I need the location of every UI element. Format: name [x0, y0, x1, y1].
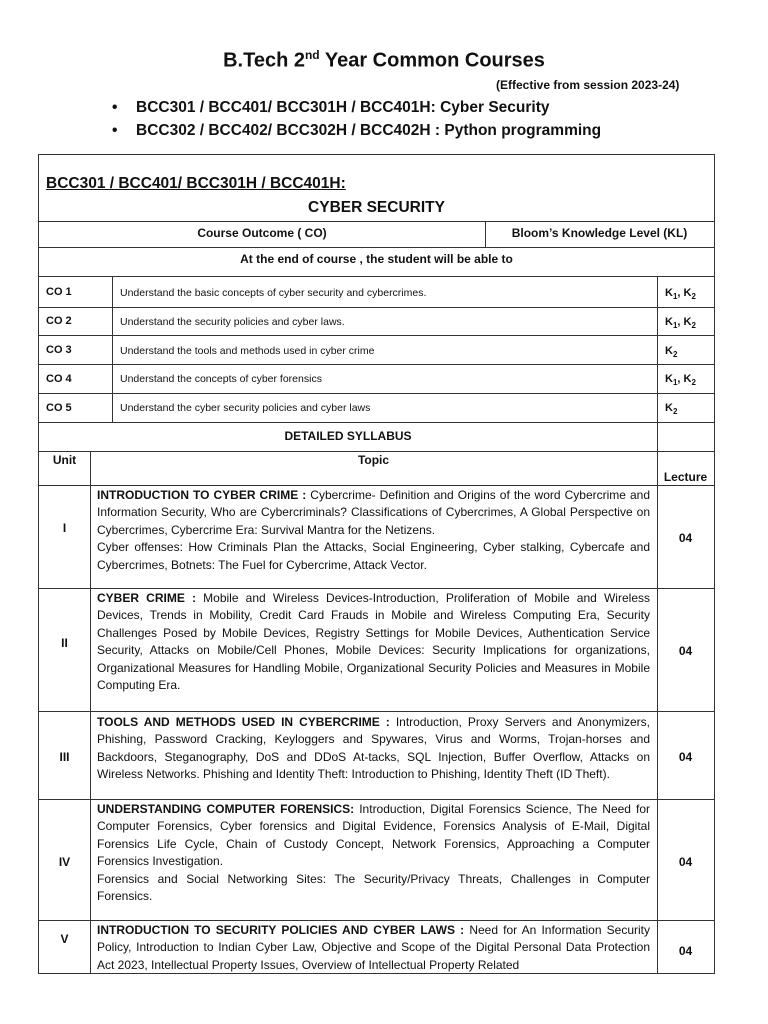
unit-text-continued: Cyber offenses: How Criminals Plan the Attacks, Social Engineering, Cyber stalking, Cybercafe and Cybercrimes, Botnets: The Fuel for Cybercrime, Attack Vector.	[97, 540, 650, 572]
effective-session-note: (Effective from session 2023-24)	[496, 78, 680, 92]
co-kl: $K_1$, $K_2$	[665, 316, 696, 331]
unit-heading: UNDERSTANDING COMPUTER FORENSICS:	[97, 802, 355, 816]
lecture-count: 04	[678, 944, 693, 958]
unit-topic	[97, 922, 650, 974]
course-name-heading: CYBER SECURITY	[308, 199, 445, 216]
unit-number: I	[62, 521, 67, 535]
course-list	[112, 96, 601, 142]
topic-column-header: Topic	[357, 453, 390, 467]
unit-heading: INTRODUCTION TO CYBER CRIME :	[97, 488, 307, 502]
title-text-rest: Year Common Courses	[319, 49, 545, 72]
co-column-header: Course Outcome ( CO)	[197, 226, 327, 240]
co-id: CO 1	[46, 286, 72, 298]
co-description: Understand the cyber security policies and cyber laws	[120, 402, 371, 414]
co-description: Understand the basic concepts of cyber security and cybercrimes.	[120, 287, 427, 299]
co-kl: $K_2$	[665, 402, 678, 417]
unit-text: Need for An Information Security Policy, Introduction to Indian Cyber Law, Objective and Scope of the Digital Personal Data Protection Act 2023, Intellectual Property Issues, Overview of Intellectual Property Related	[97, 923, 650, 972]
lecture-column-header: Lecture	[663, 470, 708, 484]
unit-heading: CYBER CRIME :	[97, 591, 196, 605]
unit-text: Cybercrime- Definition and Origins of the word Cybercrime and Information Security, Who are Cybercriminals? Classifications of Cybercrimes, A Global Perspective on Cybercrimes, Cybercrime Era: Survival Mantra for the Netizens.	[97, 488, 650, 537]
kl-column-header: Bloom’s Knowledge Level (KL)	[511, 226, 688, 240]
co-id: CO 2	[46, 315, 72, 327]
co-id: CO 4	[46, 373, 72, 385]
course-list-item: • BCC302 / BCC402/ BCC302H / BCC402H : Python programming	[112, 119, 601, 142]
unit-topic	[97, 801, 650, 905]
co-id: CO 3	[46, 344, 72, 356]
syllabus-title: DETAILED SYLLABUS	[284, 429, 412, 443]
unit-text-continued: Forensics and Social Networking Sites: The Security/Privacy Threats, Challenges in Computer Forensics.	[97, 871, 650, 904]
co-kl: $K_1$, $K_2$	[665, 373, 696, 388]
unit-topic	[97, 714, 650, 784]
page-title	[0, 48, 768, 73]
unit-number: IV	[58, 855, 71, 869]
unit-heading: TOOLS AND METHODS USED IN CYBERCRIME :	[97, 715, 390, 729]
unit-text: Mobile and Wireless Devices-Introduction, Proliferation of Mobile and Wireless Devices, Trends in Mobility, Credit Card Frauds in Mobile and Wireless Computing Era, Security Challenges Posed by Mobile Devices, Registry Settings for Mobile Devices, Authentication Service Security, Attacks on Mobile/Cell Phones, Mobile Devices: Security Implications for organizations, Organizational Measures for Handling Mobile, Organizational Security Policies and Measures in Mobile Computing Era.	[97, 591, 650, 693]
unit-heading: INTRODUCTION TO SECURITY POLICIES AND CYBER LAWS :	[97, 923, 465, 937]
unit-text: Introduction, Proxy Servers and Anonymizers, Phishing, Password Cracking, Keyloggers and Spywares, Virus and Worms, Trojan-horses and Backdoors, Steganography, DoS and DDoS At-tacks, SQL Injection, Buffer Overflow, Attacks on Wireless Networks. Phishing and Identity Theft: Introduction to Phishing, Identity Theft (ID Theft).	[97, 715, 650, 782]
co-description: Understand the tools and methods used in cyber crime	[120, 345, 375, 357]
course-list-item: • BCC301 / BCC401/ BCC301H / BCC401H: Cyber Security	[112, 96, 601, 119]
unit-number: II	[61, 636, 68, 650]
title-text: B.Tech 2	[223, 49, 305, 72]
title-superscript: nd	[304, 48, 320, 62]
unit-number: III	[59, 750, 70, 764]
lecture-count: 04	[678, 644, 693, 658]
co-id: CO 5	[46, 402, 72, 414]
unit-text: Introduction, Digital Forensics Science, The Need for Computer Forensics, Cyber forensics and Digital Evidence, Forensics Analysis of E-Mail, Digital Forensics Life Cycle, Chain of Custody Concept, Network Forensics, Approaching a Computer Forensics Investigation.	[97, 802, 651, 869]
unit-number: V	[60, 932, 69, 946]
lecture-count: 04	[678, 855, 693, 869]
syllabus-table	[38, 154, 715, 974]
co-description: Understand the security policies and cyber laws.	[120, 316, 345, 328]
lecture-count: 04	[678, 750, 693, 764]
co-description: Understand the concepts of cyber forensics	[120, 373, 322, 385]
lecture-count: 04	[678, 531, 693, 545]
unit-topic	[97, 487, 650, 574]
course-code-heading: BCC301 / BCC401/ BCC301H / BCC401H:	[46, 175, 346, 192]
co-kl: $K_1$, $K_2$	[665, 287, 696, 302]
unit-column-header: Unit	[52, 453, 77, 467]
outcome-intro: At the end of course , the student will be able to	[240, 252, 513, 266]
unit-topic	[97, 590, 650, 694]
co-kl: $K_2$	[665, 345, 678, 360]
